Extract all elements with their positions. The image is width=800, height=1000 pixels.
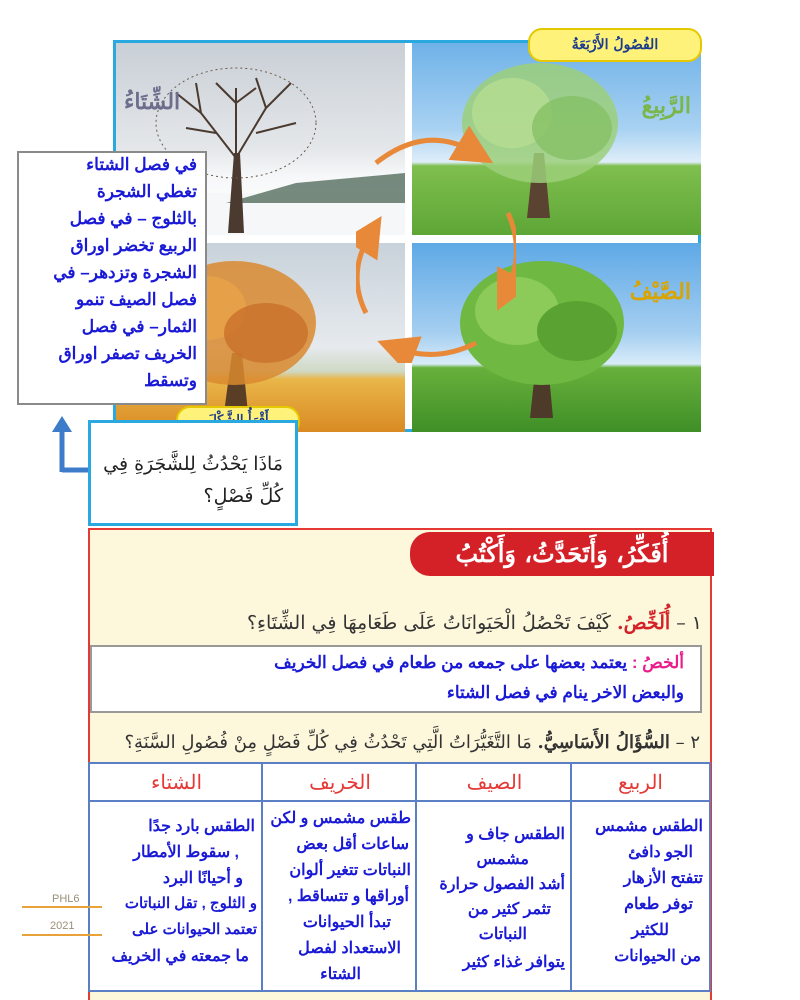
four-seasons-badge: الفُصُولُ الأَرْبَعَةُ bbox=[528, 28, 702, 62]
autumn-cell-line: النباتات تتغير ألوان bbox=[289, 862, 411, 879]
watermark-rule bbox=[22, 906, 102, 908]
spring-cell-line: توفر طعام bbox=[624, 896, 693, 913]
cycle-arrows-icon bbox=[356, 123, 516, 363]
autumn-cell-line: الشتاء bbox=[320, 966, 361, 983]
summer-cell-line: النباتات bbox=[478, 926, 527, 943]
answer-line: بالثلوج – في فصل bbox=[69, 209, 197, 228]
summer-label: الصَّيْفُ bbox=[629, 279, 691, 305]
answer-line: الشجرة وتزدهر– في bbox=[53, 263, 197, 282]
autumn-cell-line: الاستعداد لفصل bbox=[298, 940, 401, 957]
question-1-text: كَيْفَ تَحْصُلُ الْحَيَوانَاتُ عَلَى طَعَامِهَا فِي الشِّتَاءِ؟ bbox=[246, 612, 611, 634]
spring-cell-line: للكثير bbox=[631, 922, 669, 939]
header-spring: الربيع bbox=[572, 764, 709, 802]
answer-line: في فصل الشتاء bbox=[86, 155, 197, 174]
think-talk-write-banner: أُفَكِّرُ، وَأَتَحَدَّثُ، وَأَكْتُبُ bbox=[410, 532, 714, 576]
up-arrow-icon bbox=[46, 412, 90, 476]
answer-line: الثمار– في فصل bbox=[81, 317, 197, 336]
winter-cell-line: , سقوط الأمطار bbox=[133, 844, 239, 861]
question-2-keyword: السُّؤَالُ الأَسَاسِيُّ. bbox=[537, 732, 670, 753]
spring-cell-line: الطقس مشمس bbox=[595, 818, 703, 835]
winter-label: الشِّتَاءُ bbox=[124, 89, 181, 115]
tree-changes-answer-box bbox=[17, 151, 207, 405]
question-2-number: ٢ – bbox=[675, 732, 700, 753]
spring-label: الرَّبِيعُ bbox=[641, 93, 691, 119]
autumn-cell-line: ساعات أقل بعض bbox=[296, 836, 409, 853]
header-summer: الصيف bbox=[417, 764, 572, 802]
autumn-cell-line: طقس مشمس و لكن bbox=[270, 810, 411, 827]
summer-cell-line: أشد الفصول حرارة bbox=[439, 876, 565, 893]
spring-cell-line: الجو دافئ bbox=[628, 844, 693, 861]
answer-line: الخريف تصفر اوراق bbox=[58, 344, 197, 363]
question-2-text: مَا التَّغَيُّرَاتُ الَّتِي تَحْدُثُ فِي كُلِّ فَصْلٍ مِنْ فُصُولِ السَّنَةِ؟ bbox=[124, 732, 532, 753]
question-1-keyword: أُلَخِّصُ. bbox=[616, 612, 671, 634]
question-1 bbox=[190, 612, 702, 634]
answer-line: وتسقط bbox=[144, 371, 197, 390]
spring-cell-line: تتفتح الأزهار bbox=[623, 870, 703, 887]
seasons-changes-table bbox=[88, 762, 711, 992]
summary-line-2: والبعض الاخر ينام في فصل الشتاء bbox=[446, 683, 684, 702]
summary-line-1: يعتمد بعضها على جمعه من طعام في فصل الخريف bbox=[274, 653, 628, 672]
winter-cell-line: ما جمعته في الخريف bbox=[111, 948, 249, 965]
answer-line: تغطي الشجرة bbox=[96, 182, 197, 201]
header-autumn: الخريف bbox=[263, 764, 417, 802]
summer-cell-line: تثمر كثير من bbox=[467, 901, 551, 918]
summer-cell-line: مشمس bbox=[476, 851, 529, 868]
answer-line: الربيع تخضر اوراق bbox=[70, 236, 197, 255]
column-divider bbox=[570, 764, 572, 990]
autumn-cell-line: أوراقها و تتساقط , bbox=[287, 888, 409, 905]
question-line-1: مَاذَا يَحْدُثُ لِلشَّجَرَةِ فِي bbox=[103, 453, 283, 475]
question-1-number: ١ – bbox=[676, 612, 702, 634]
winter-cell-line: تعتمد الحيوانات على bbox=[132, 921, 257, 938]
question-2 bbox=[120, 732, 700, 753]
answer-line: فصل الصيف تنمو bbox=[75, 290, 197, 309]
winter-cell-line: الطقس بارد جدًا bbox=[148, 818, 255, 835]
winter-cell-line: و أحيانًا البرد bbox=[162, 870, 243, 887]
spring-cell-line: من الحيوانات bbox=[614, 948, 701, 965]
summer-cell-line: الطقس جاف و bbox=[466, 826, 565, 843]
column-divider bbox=[415, 764, 417, 990]
autumn-cell-line: تبدأ الحيوانات bbox=[302, 914, 391, 931]
watermark-line-1: PHL6 bbox=[52, 893, 80, 905]
summary-answer-box bbox=[90, 645, 702, 713]
column-divider bbox=[261, 764, 263, 990]
figure-question-box bbox=[88, 420, 298, 526]
header-winter: الشتاء bbox=[90, 764, 263, 802]
summer-cell-line: يتوافر غذاء كثير bbox=[462, 954, 565, 971]
watermark-rule bbox=[22, 934, 102, 936]
watermark-line-2: 2021 bbox=[50, 920, 75, 932]
question-line-2: كُلِّ فَصْلٍ؟ bbox=[203, 485, 283, 507]
winter-cell-line: و الثلوج , تقل النباتات bbox=[124, 895, 257, 912]
summary-label: ألخصُ : bbox=[631, 653, 684, 672]
